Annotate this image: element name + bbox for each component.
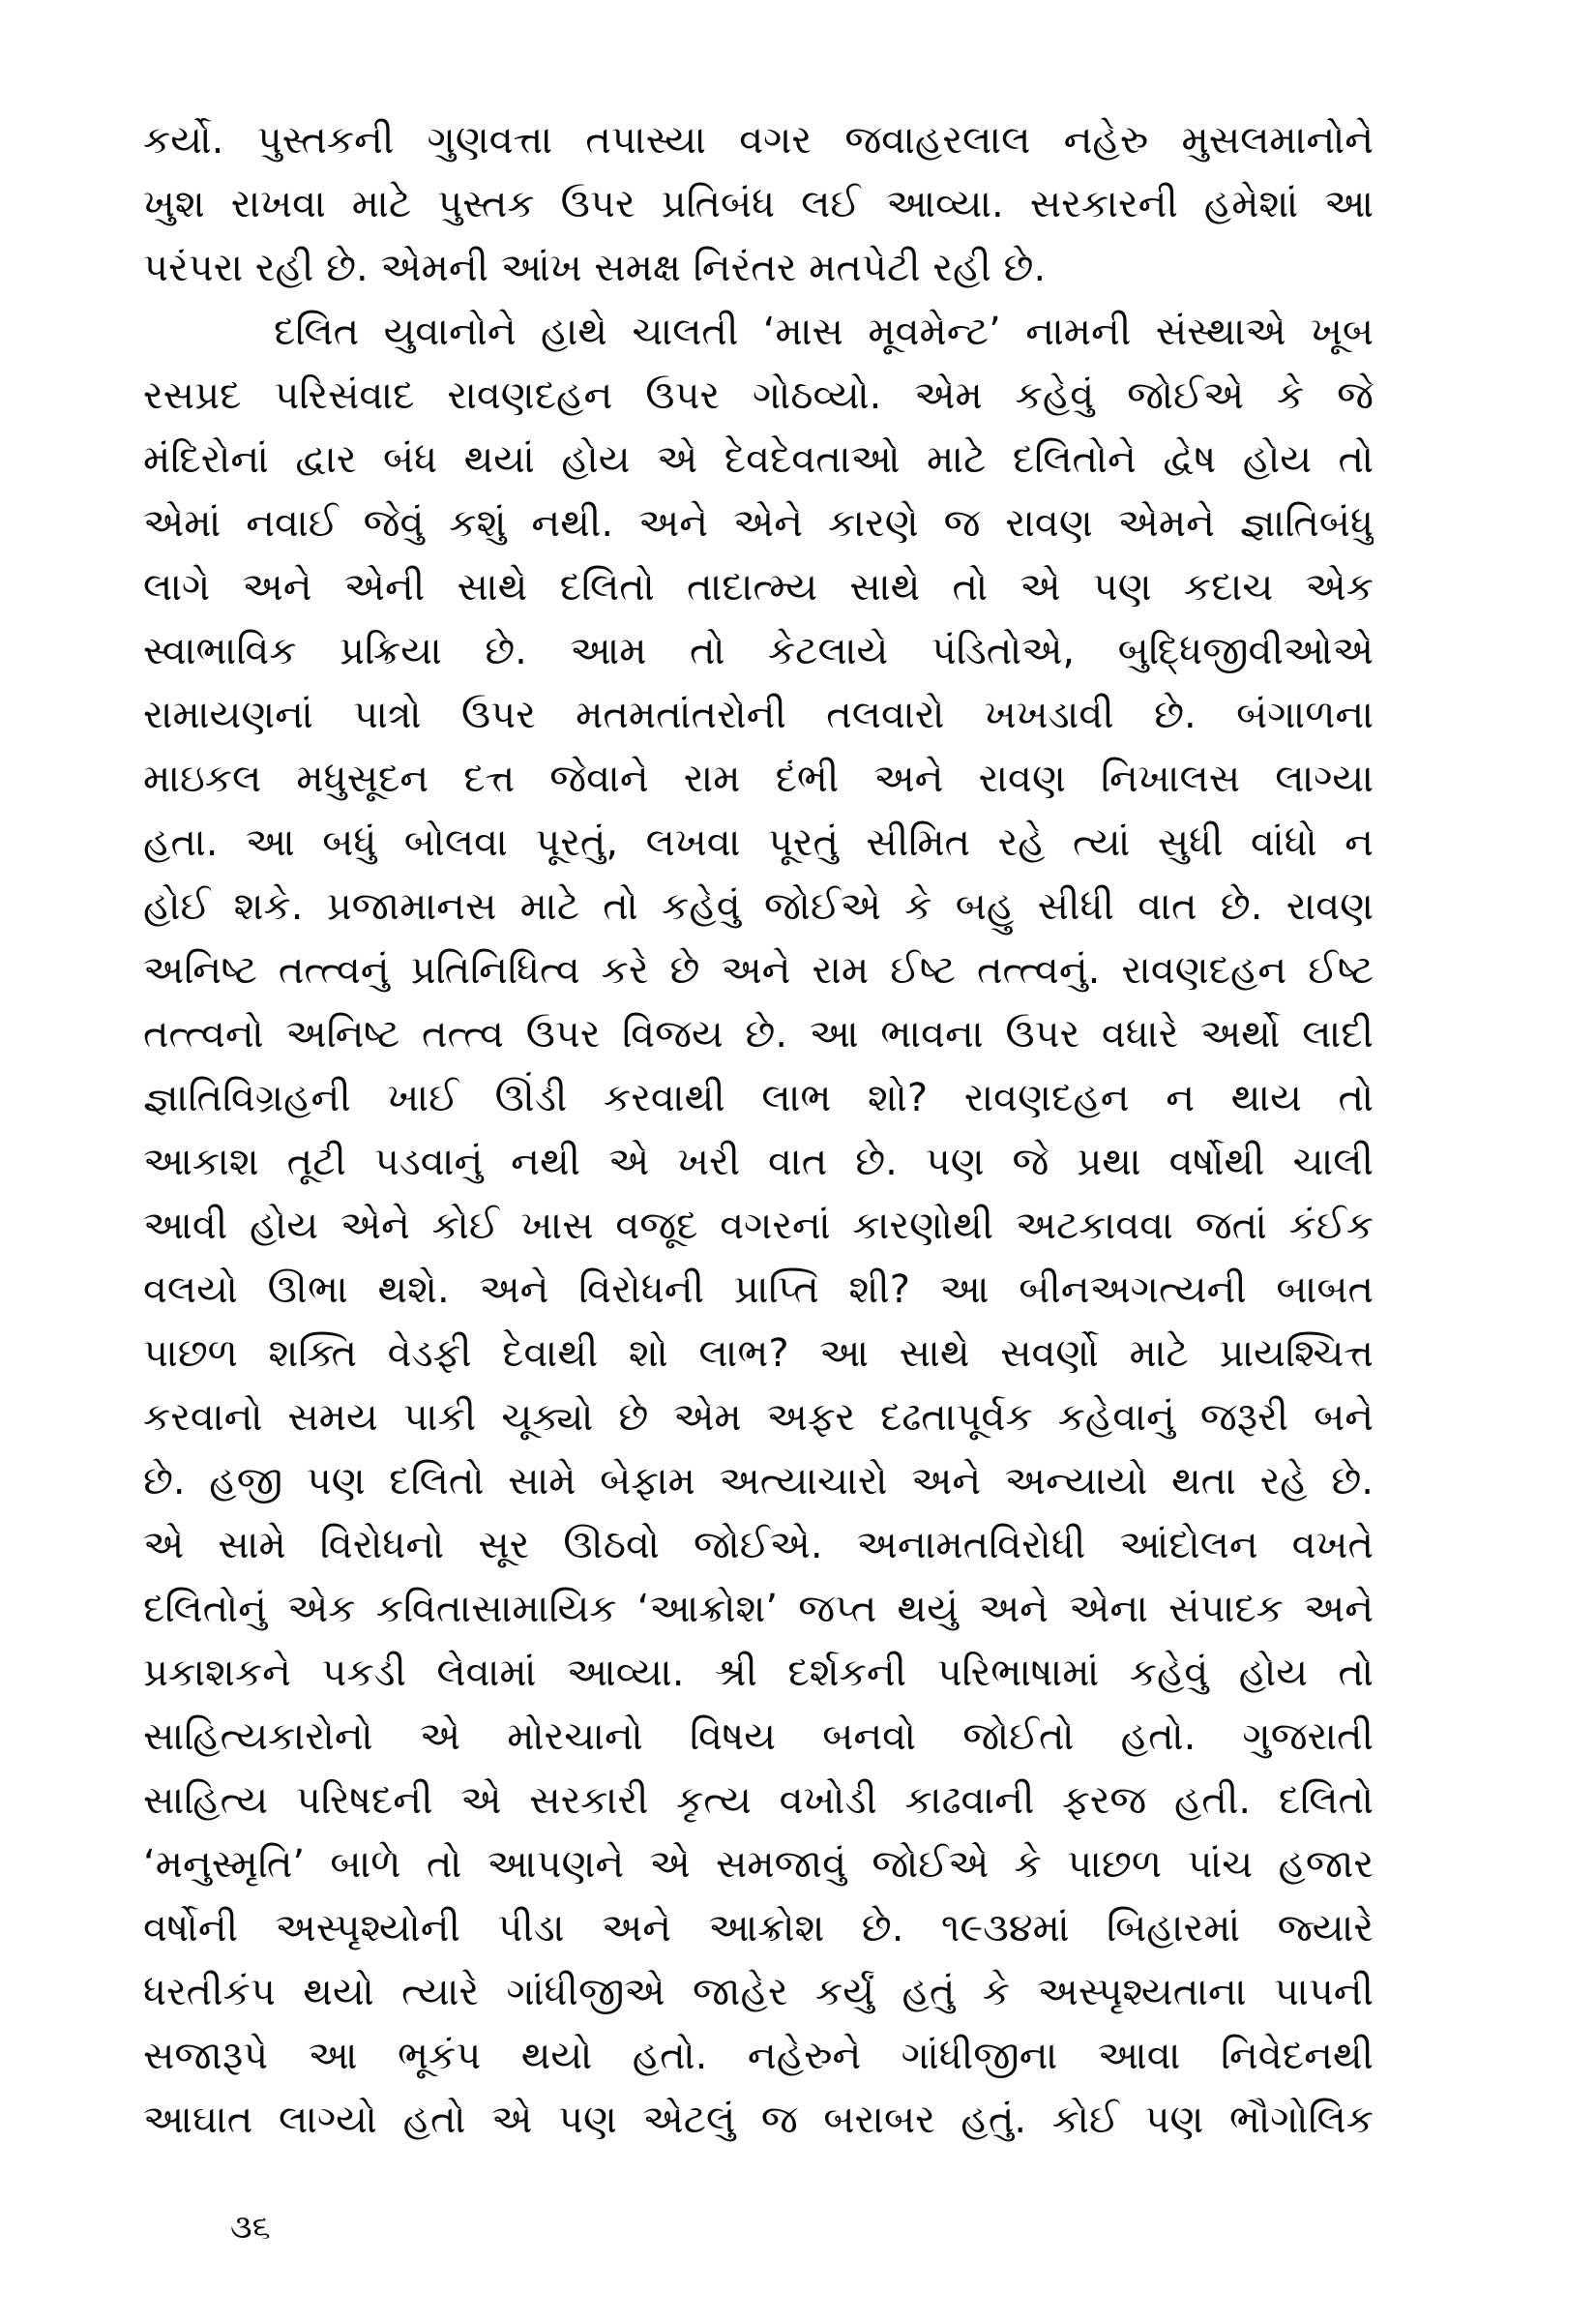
- text-line: માઇકલ મધુસૂદન દત્ત જેવાને રામ દંભી અને રાવણ નિખાલસ લાગ્યા: [143, 757, 1374, 801]
- text-line: છે. હજી પણ દલિતો સામે બેફામ અત્યાચારો અને અન્યાયો થતા રહે છે.: [143, 1459, 1374, 1503]
- text-line: પાછળ શક્તિ વેડફી દેવાથી શો લાભ? આ સાથે સવર્ણો માટે પ્રાયશ્ચિત્ત: [143, 1331, 1374, 1376]
- text-line: પરંપરા રહી છે. એમની આંખ સમક્ષ નિરંતર મતપેટી રહી છે.: [143, 246, 1047, 290]
- text-line: વલયો ઊભા થશે. અને વિરોધની પ્રાપ્તિ શી? આ બીનઅગત્યની બાબત: [143, 1267, 1374, 1312]
- text-line: સાહિત્ય પરિષદની એ સરકારી કૃત્ય વખોડી કાઢવાની ફરજ હતી. દલિતો: [143, 1778, 1374, 1823]
- text-line: દલિત યુવાનોને હાથે ચાલતી ‘માસ મૂવમેન્ટ’ નામની સંસ્થાએ ખૂબ: [274, 310, 1374, 354]
- text-line: ખુશ રાખવા માટે પુસ્તક ઉપર પ્રતિબંધ લઈ આવ્યા. સરકારની હમેશાં આ: [143, 182, 1374, 226]
- text-line: અનિષ્ટ તત્ત્વનું પ્રતિનિધિત્વ કરે છે અને રામ ઈષ્ટ તત્ત્વનું. રાવણદહન ઈષ્ટ: [143, 948, 1374, 993]
- text-line: એમાં નવાઈ જેવું કશું નથી. અને એને કારણે જ રાવણ એમને જ્ઞાતિબંધુ: [143, 501, 1374, 546]
- page-number: ૩૬: [230, 2208, 271, 2247]
- text-line: મંદિરોનાં દ્વાર બંધ થયાં હોય એ દેવદેવતાઓ માટે દલિતોને દ્વેષ હોય તો: [143, 437, 1374, 482]
- text-line: સજારૂપે આ ભૂકંપ થયો હતો. નહેરુને ગાંધીજીના આવા નિવેદનથી: [143, 2034, 1374, 2078]
- text-line: એ સામે વિરોધનો સૂર ઊઠવો જોઈએ. અનામતવિરોધી આંદોલન વખતે: [143, 1523, 1374, 1567]
- text-line: કર્યો. પુસ્તકની ગુણવત્તા તપાસ્યા વગર જવાહરલાલ નહેરુ મુસલમાનોને: [143, 118, 1374, 163]
- text-line: પ્રકાશકને પકડી લેવામાં આવ્યા. શ્રી દર્શકની પરિભાષામાં કહેવું હોય તો: [143, 1651, 1374, 1695]
- text-line: સ્વાભાવિક પ્રક્રિયા છે. આમ તો કેટલાયે પંડિતોએ, બુદ્ધિજીવીઓએ: [143, 629, 1374, 673]
- text-line: વર્ષોની અસ્પૃશ્યોની પીડા અને આક્રોશ છે. ૧૯૩૪માં બિહારમાં જ્યારે: [143, 1906, 1374, 1950]
- text-line: હતા. આ બધું બોલવા પૂરતું, લખવા પૂરતું સીમિત રહે ત્યાં સુધી વાંધો ન: [143, 820, 1374, 865]
- text-line: દલિતોનું એક કવિતાસામાયિક ‘આક્રોશ’ જપ્ત થયું અને એના સંપાદક અને: [143, 1587, 1374, 1631]
- text-line: સાહિત્યકારોનો એ મોરચાનો વિષય બનવો જોઈતો હતો. ગુજરાતી: [143, 1714, 1374, 1759]
- text-line: ધરતીકંપ થયો ત્યારે ગાંધીજીએ જાહેર કર્યું હતું કે અસ્પૃશ્યતાના પાપની: [143, 1970, 1374, 2014]
- text-line: લાગે અને એની સાથે દલિતો તાદાત્મ્ય સાથે તો એ પણ કદાચ એક: [143, 565, 1374, 610]
- text-line: આવી હોય એને કોઈ ખાસ વજૂદ વગરનાં કારણોથી અટકાવવા જતાં કંઈક: [143, 1204, 1374, 1248]
- text-line: કરવાનો સમય પાકી ચૂક્યો છે એમ અફર દઢતાપૂર્વક કહેવાનું જરૂરી બને: [143, 1395, 1374, 1440]
- text-line: તત્ત્વનો અનિષ્ટ તત્ત્વ ઉપર વિજય છે. આ ભાવના ઉપર વધારે અર્થો લાદી: [143, 1012, 1374, 1057]
- text-line: જ્ઞાતિવિગ્રહની ખાઈ ઊંડી કરવાથી લાભ શો? રાવણદહન ન થાય તો: [143, 1076, 1374, 1120]
- text-line: હોઈ શકે. પ્રજામાનસ માટે તો કહેવું જોઈએ કે બહુ સીધી વાત છે. રાવણ: [143, 884, 1374, 929]
- text-line: રસપ્રદ પરિસંવાદ રાવણદહન ઉપર ગોઠવ્યો. એમ કહેવું જોઈએ કે જે: [143, 373, 1374, 418]
- body-text: [143, 108, 1374, 2152]
- text-line: આઘાત લાગ્યો હતો એ પણ એટલું જ બરાબર હતું. કોઈ પણ ભૌગોલિક: [143, 2098, 1374, 2142]
- text-line: આકાશ તૂટી પડવાનું નથી એ ખરી વાત છે. પણ જે પ્રથા વર્ષોથી ચાલી: [143, 1140, 1374, 1184]
- text-line: ‘મનુસ્મૃતિ’ બાળે તો આપણને એ સમજાવું જોઈએ કે પાછળ પાંચ હજાર: [143, 1842, 1374, 1887]
- text-line: રામાયણનાં પાત્રો ઉપર મતમતાંતરોની તલવારો ખખડાવી છે. બંગાળના: [143, 693, 1374, 737]
